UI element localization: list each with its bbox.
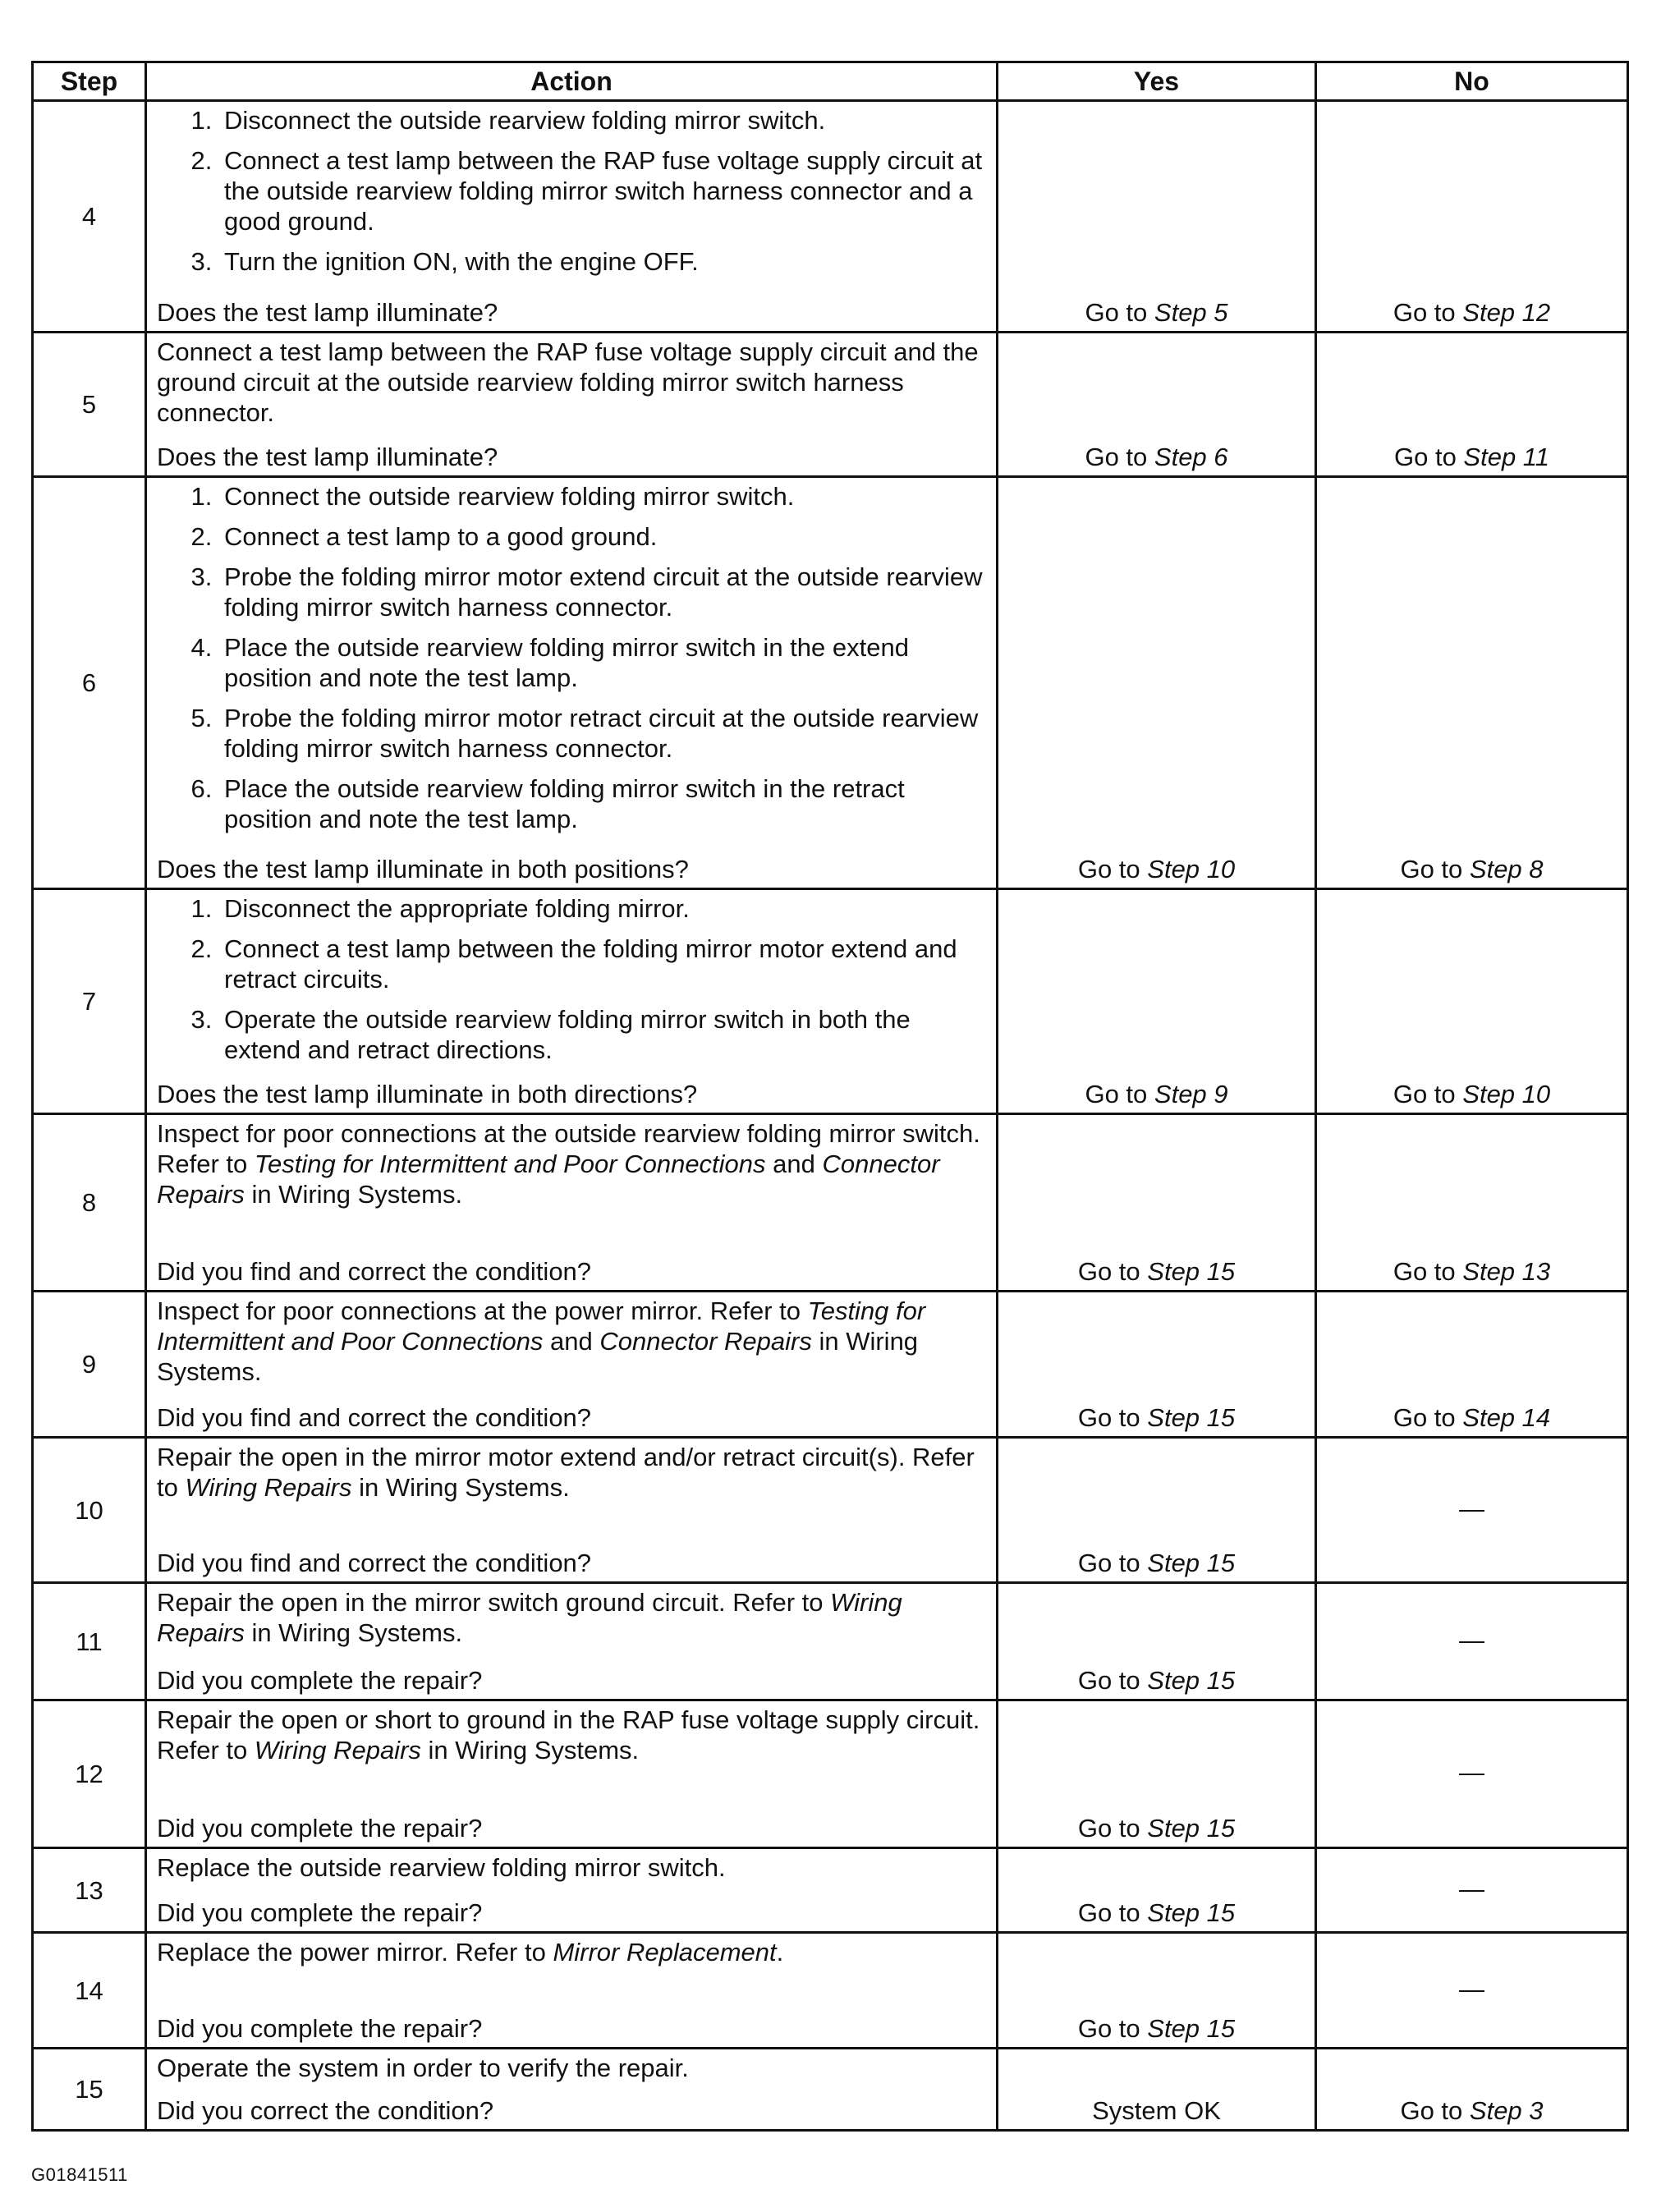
- no-result: [1316, 2049, 1628, 2131]
- action-item: [219, 246, 988, 277]
- reference-text: Wiring Repairs: [185, 1473, 352, 1502]
- text-segment: Probe the folding mirror motor retract circuit at the outside rearview folding mirror switch harness connector.: [224, 704, 979, 763]
- reference-text: Testing for Intermittent and Poor Connections: [157, 1296, 926, 1356]
- text-segment: and: [765, 1150, 823, 1178]
- reference-text: Step 15: [1147, 1898, 1236, 1927]
- yes-result: [998, 1848, 1316, 1933]
- reference-text: Step 15: [1147, 1814, 1236, 1843]
- action-content: [157, 337, 988, 472]
- action-text: [157, 337, 988, 428]
- no-result-text: [1320, 1874, 1623, 1904]
- action-content: [157, 2053, 988, 2126]
- text-segment: Go to: [1393, 298, 1463, 327]
- yes-result-text: [1002, 297, 1311, 328]
- text-segment: Connect the outside rearview folding mirror switch.: [224, 482, 795, 511]
- action-text: [157, 1296, 988, 1387]
- action-item: [219, 632, 988, 693]
- no-result-text: [1320, 1402, 1623, 1433]
- text-segment: Place the outside rearview folding mirror switch in the retract position and note the test lamp.: [224, 774, 905, 833]
- no-result-content: [1320, 890, 1623, 1109]
- yes-result-text: [1002, 1079, 1311, 1109]
- table-row: [33, 1292, 1628, 1438]
- reference-text: Wiring Repairs: [157, 1588, 902, 1647]
- no-result: [1316, 1292, 1628, 1438]
- yes-result-text: [1002, 1402, 1311, 1433]
- step-number: 13: [33, 1848, 146, 1933]
- reference-text: Step 6: [1154, 443, 1228, 471]
- text-segment: Go to: [1400, 855, 1470, 883]
- table-row: [33, 889, 1628, 1114]
- action-text: [157, 1937, 988, 1967]
- action-item: [219, 521, 988, 552]
- reference-text: Step 5: [1154, 298, 1228, 327]
- step-number: 9: [33, 1292, 146, 1438]
- text-segment: Go to: [1393, 443, 1464, 471]
- yes-result: [998, 477, 1316, 889]
- reference-text: Connector Repairs: [599, 1327, 812, 1356]
- step-number: 5: [33, 333, 146, 477]
- action-content: [157, 1296, 988, 1433]
- no-result-content: [1320, 1701, 1623, 1843]
- text-segment: Connect a test lamp between the RAP fuse voltage supply circuit at the outside rearview folding mirror switch harness connector and a good ground.: [224, 146, 983, 236]
- no-result-text: [1320, 442, 1623, 472]
- no-result-text: [1320, 1625, 1623, 1655]
- no-result: [1316, 1700, 1628, 1848]
- action-question: Did you find and correct the condition?: [157, 1549, 592, 1577]
- table-body: [33, 101, 1628, 2131]
- action-cell: [146, 1933, 998, 2049]
- action-question: Did you complete the repair?: [157, 1898, 483, 1927]
- step-number: 6: [33, 477, 146, 889]
- reference-text: Step 9: [1154, 1080, 1228, 1108]
- text-segment: Go to: [1077, 1257, 1148, 1286]
- action-item: [219, 703, 988, 764]
- text-segment: —: [1459, 1758, 1484, 1787]
- action-item: [219, 1004, 988, 1065]
- text-segment: Connect a test lamp to a good ground.: [224, 522, 658, 551]
- yes-result-content: [1002, 1849, 1311, 1928]
- text-segment: Replace the power mirror. Refer to: [157, 1938, 553, 1966]
- text-segment: Inspect for poor connections at the outside rearview folding mirror switch. Refer to: [157, 1119, 980, 1178]
- reference-text: Step 8: [1469, 855, 1544, 883]
- no-result-content: [1320, 1934, 1623, 2044]
- text-segment: —: [1459, 1974, 1484, 2003]
- yes-result-content: [1002, 2049, 1311, 2126]
- reference-text: Connector Repairs: [157, 1150, 940, 1209]
- action-content: [157, 105, 988, 328]
- step-number: 15: [33, 2049, 146, 2131]
- action-question: Did you find and correct the condition?: [157, 1403, 592, 1432]
- action-text: [157, 1118, 988, 1209]
- figure-id: G01841511: [31, 2164, 128, 2185]
- action-text: [157, 1442, 988, 1503]
- action-item: [219, 105, 988, 135]
- text-segment: in Wiring Systems.: [420, 1736, 640, 1765]
- action-question: Did you complete the repair?: [157, 2014, 483, 2043]
- action-item: [219, 562, 988, 622]
- yes-result: [998, 1114, 1316, 1292]
- text-segment: Go to: [1077, 855, 1148, 883]
- text-segment: Repair the open in the mirror motor extend and/or retract circuit(s). Refer to: [157, 1443, 975, 1502]
- reference-text: Step 15: [1147, 2014, 1236, 2043]
- text-segment: Go to: [1077, 1898, 1148, 1927]
- no-result: [1316, 1438, 1628, 1583]
- header-yes: Yes: [998, 62, 1316, 101]
- yes-result-text: [1002, 1548, 1311, 1578]
- action-item: [219, 773, 988, 834]
- yes-result-text: [1002, 1898, 1311, 1928]
- text-segment: Go to: [1077, 1549, 1148, 1577]
- text-segment: System OK: [1092, 2096, 1221, 2125]
- action-cell: [146, 333, 998, 477]
- table-row: [33, 333, 1628, 477]
- action-list: [157, 893, 988, 1070]
- yes-result-content: [1002, 1439, 1311, 1578]
- action-question: Does the test lamp illuminate?: [157, 298, 498, 327]
- step-number: 8: [33, 1114, 146, 1292]
- text-segment: Inspect for poor connections at the power mirror. Refer to: [157, 1296, 808, 1325]
- text-segment: Replace the outside rearview folding mirror switch.: [157, 1853, 726, 1882]
- action-question: Did you find and correct the condition?: [157, 1257, 592, 1286]
- action-cell: [146, 477, 998, 889]
- table-row: [33, 1848, 1628, 1933]
- yes-result-text: [1002, 2095, 1311, 2126]
- yes-result-content: [1002, 333, 1311, 472]
- reference-text: Step 15: [1147, 1549, 1236, 1577]
- action-question: Did you complete the repair?: [157, 1814, 483, 1843]
- reference-text: Step 13: [1462, 1257, 1551, 1286]
- step-number: 4: [33, 101, 146, 333]
- yes-result-content: [1002, 1934, 1311, 2044]
- table-row: [33, 1583, 1628, 1700]
- table-row: [33, 1438, 1628, 1583]
- reference-text: Step 10: [1462, 1080, 1551, 1108]
- step-number: 10: [33, 1438, 146, 1583]
- reference-text: Mirror Replacement: [553, 1938, 777, 1966]
- no-result-text: [1320, 1079, 1623, 1109]
- no-result-text: [1320, 854, 1623, 884]
- no-result-text: [1320, 1256, 1623, 1287]
- action-content: [157, 893, 988, 1109]
- no-result: [1316, 1848, 1628, 1933]
- yes-result: [998, 333, 1316, 477]
- yes-result-content: [1002, 478, 1311, 884]
- yes-result-text: [1002, 1813, 1311, 1843]
- no-result-content: [1320, 478, 1623, 884]
- table-header-row: [33, 62, 1628, 101]
- yes-result: [998, 2049, 1316, 2131]
- diagnostic-table: [31, 61, 1629, 2132]
- text-segment: Go to: [1393, 1257, 1463, 1286]
- yes-result-content: [1002, 1584, 1311, 1696]
- no-result-content: [1320, 102, 1623, 328]
- no-result-content: [1320, 1584, 1623, 1696]
- reference-text: Step 10: [1147, 855, 1236, 883]
- no-result: [1316, 1933, 1628, 2049]
- no-result-text: [1320, 1757, 1623, 1787]
- text-segment: in Wiring Systems.: [351, 1473, 570, 1502]
- yes-result: [998, 1933, 1316, 2049]
- action-cell: [146, 1438, 998, 1583]
- no-result-content: [1320, 1292, 1623, 1433]
- action-content: [157, 1705, 988, 1843]
- text-segment: .: [776, 1938, 784, 1966]
- action-cell: [146, 1848, 998, 1933]
- yes-result-content: [1002, 1292, 1311, 1433]
- no-result-text: [1320, 2095, 1623, 2126]
- reference-text: Step 15: [1147, 1666, 1236, 1695]
- yes-result: [998, 889, 1316, 1114]
- action-content: [157, 1442, 988, 1578]
- no-result-text: [1320, 1494, 1623, 1524]
- reference-text: Step 14: [1462, 1403, 1551, 1432]
- yes-result-content: [1002, 890, 1311, 1109]
- text-segment: Operate the outside rearview folding mirror switch in both the extend and retract directions.: [224, 1005, 911, 1064]
- text-segment: and: [543, 1327, 600, 1356]
- action-content: [157, 1587, 988, 1696]
- no-result-content: [1320, 1115, 1623, 1287]
- action-question: Does the test lamp illuminate in both positions?: [157, 855, 689, 883]
- yes-result-text: [1002, 2013, 1311, 2044]
- text-segment: Go to: [1085, 443, 1154, 471]
- action-cell: [146, 889, 998, 1114]
- step-number: 7: [33, 889, 146, 1114]
- action-list: [157, 105, 988, 282]
- action-cell: [146, 101, 998, 333]
- reference-text: Wiring Repairs: [254, 1736, 421, 1765]
- yes-result-text: [1002, 1256, 1311, 1287]
- step-number: 14: [33, 1933, 146, 2049]
- no-result: [1316, 477, 1628, 889]
- text-segment: Connect a test lamp between the folding mirror motor extend and retract circuits.: [224, 934, 957, 994]
- yes-result: [998, 1438, 1316, 1583]
- text-segment: —: [1459, 1494, 1484, 1523]
- action-question: Does the test lamp illuminate in both directions?: [157, 1080, 698, 1108]
- no-result-content: [1320, 2049, 1623, 2126]
- table-row: [33, 1933, 1628, 2049]
- action-item: [219, 145, 988, 236]
- reference-text: Step 15: [1147, 1403, 1236, 1432]
- yes-result-content: [1002, 102, 1311, 328]
- text-segment: Operate the system in order to verify the repair.: [157, 2054, 689, 2082]
- text-segment: Go to: [1077, 1814, 1148, 1843]
- action-content: [157, 481, 988, 884]
- no-result: [1316, 1583, 1628, 1700]
- yes-result-text: [1002, 854, 1311, 884]
- text-segment: —: [1459, 1874, 1484, 1903]
- yes-result: [998, 1583, 1316, 1700]
- no-result-text: [1320, 297, 1623, 328]
- text-segment: Go to: [1085, 298, 1154, 327]
- action-item: [219, 481, 988, 512]
- table-row: [33, 1700, 1628, 1848]
- text-segment: Go to: [1077, 1403, 1148, 1432]
- yes-result-content: [1002, 1115, 1311, 1287]
- action-cell: [146, 1700, 998, 1848]
- text-segment: Turn the ignition ON, with the engine OFF.: [224, 247, 699, 276]
- action-question: Does the test lamp illuminate?: [157, 443, 498, 471]
- text-segment: Go to: [1085, 1080, 1154, 1108]
- no-result: [1316, 333, 1628, 477]
- header-step: Step: [33, 62, 146, 101]
- header-no: No: [1316, 62, 1628, 101]
- action-cell: [146, 1114, 998, 1292]
- no-result-content: [1320, 1849, 1623, 1928]
- no-result: [1316, 1114, 1628, 1292]
- action-question: Did you correct the condition?: [157, 2096, 494, 2125]
- no-result-content: [1320, 333, 1623, 472]
- yes-result: [998, 1700, 1316, 1848]
- action-item: [219, 893, 988, 924]
- action-text: [157, 2053, 988, 2083]
- yes-result: [998, 1292, 1316, 1438]
- no-result: [1316, 889, 1628, 1114]
- table-row: [33, 2049, 1628, 2131]
- yes-result-text: [1002, 442, 1311, 472]
- action-content: [157, 1937, 988, 2044]
- action-cell: [146, 2049, 998, 2131]
- text-segment: Disconnect the outside rearview folding mirror switch.: [224, 106, 826, 135]
- yes-result-text: [1002, 1665, 1311, 1696]
- text-segment: Place the outside rearview folding mirror switch in the extend position and note the test lamp.: [224, 633, 909, 692]
- no-result-content: [1320, 1439, 1623, 1578]
- text-segment: Go to: [1400, 2096, 1470, 2125]
- text-segment: —: [1459, 1625, 1484, 1654]
- no-result-text: [1320, 1974, 1623, 2004]
- table-row: [33, 1114, 1628, 1292]
- text-segment: in Wiring Systems.: [157, 1327, 919, 1386]
- reference-text: Step 3: [1469, 2096, 1544, 2125]
- text-segment: Go to: [1077, 2014, 1148, 2043]
- text-segment: Disconnect the appropriate folding mirror.: [224, 894, 690, 923]
- text-segment: Probe the folding mirror motor extend circuit at the outside rearview folding mirror switch harness connector.: [224, 562, 983, 622]
- yes-result-content: [1002, 1701, 1311, 1843]
- action-text: [157, 1587, 988, 1648]
- action-question: Did you complete the repair?: [157, 1666, 483, 1695]
- table-row: [33, 477, 1628, 889]
- text-segment: Go to: [1393, 1080, 1463, 1108]
- step-number: 12: [33, 1700, 146, 1848]
- reference-text: Step 15: [1147, 1257, 1236, 1286]
- yes-result: [998, 101, 1316, 333]
- header-action: Action: [146, 62, 998, 101]
- text-segment: Connect a test lamp between the RAP fuse voltage supply circuit and the ground circuit at the outside rearview folding mirror switch harness connector.: [157, 337, 979, 427]
- text-segment: in Wiring Systems.: [244, 1618, 463, 1647]
- reference-text: Step 12: [1462, 298, 1551, 327]
- action-text: [157, 1852, 988, 1883]
- action-text: [157, 1705, 988, 1765]
- reference-text: Step 11: [1463, 443, 1549, 471]
- text-segment: Go to: [1393, 1403, 1463, 1432]
- no-result: [1316, 101, 1628, 333]
- text-segment: in Wiring Systems.: [244, 1180, 463, 1209]
- text-segment: Repair the open in the mirror switch ground circuit. Refer to: [157, 1588, 831, 1617]
- table-row: [33, 101, 1628, 333]
- action-content: [157, 1118, 988, 1287]
- action-content: [157, 1852, 988, 1928]
- text-segment: Go to: [1077, 1666, 1148, 1695]
- action-item: [219, 934, 988, 994]
- action-list: [157, 481, 988, 839]
- reference-text: Testing for Intermittent and Poor Connections: [254, 1150, 766, 1178]
- text-segment: Repair the open or short to ground in the RAP fuse voltage supply circuit. Refer to: [157, 1705, 980, 1765]
- step-number: 11: [33, 1583, 146, 1700]
- action-cell: [146, 1292, 998, 1438]
- action-cell: [146, 1583, 998, 1700]
